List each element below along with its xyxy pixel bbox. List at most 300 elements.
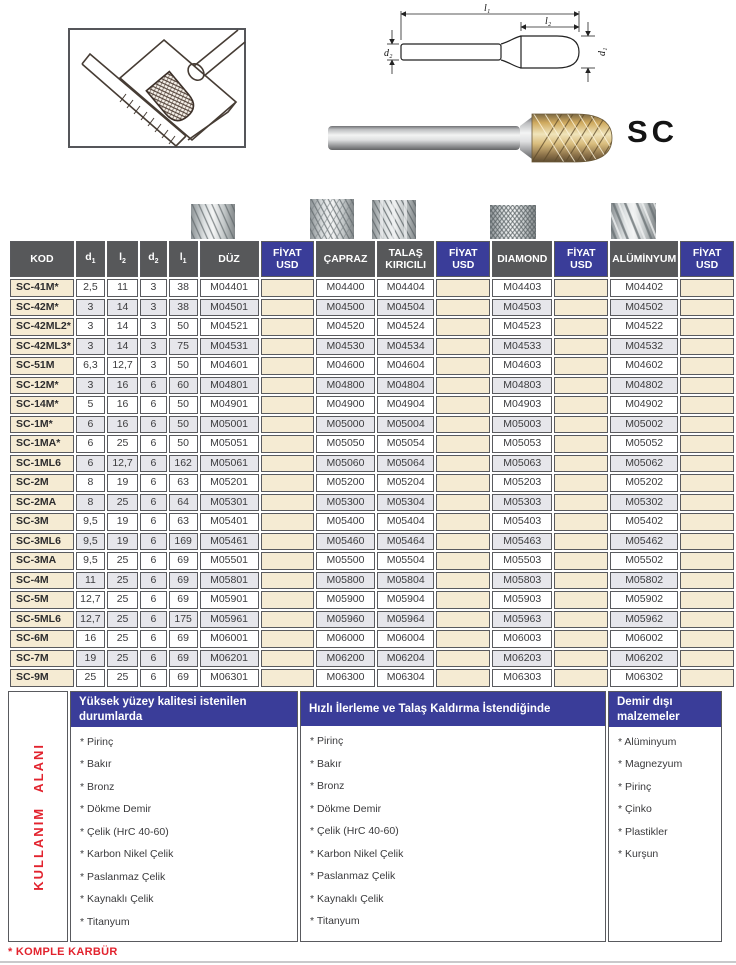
cell-fiyat4 [680, 416, 734, 434]
cell-fiyat3 [554, 279, 608, 297]
cell-diamond: M04603 [492, 357, 552, 375]
cell-d2: 6 [140, 572, 167, 590]
cell-aluminyum: M04522 [610, 318, 678, 336]
cell-diamond: M04503 [492, 299, 552, 317]
cell-d2: 6 [140, 396, 167, 414]
cell-capraz: M05400 [316, 513, 375, 531]
cell-fiyat4 [680, 474, 734, 492]
cell-fiyat2 [436, 299, 490, 317]
cell-d1: 25 [76, 669, 105, 687]
cell-fiyat4 [680, 455, 734, 473]
cell-talas: M05464 [377, 533, 435, 551]
column-header-talas: TALAŞ KIRICILI [377, 241, 435, 277]
table-row [10, 611, 734, 629]
cell-talas: M04524 [377, 318, 435, 336]
cell-l1: 50 [169, 416, 198, 434]
cell-kod: SC-2MA [10, 494, 74, 512]
cell-l2: 25 [107, 630, 138, 648]
dim-label-d2: d₂ [384, 48, 393, 59]
cell-capraz: M05000 [316, 416, 375, 434]
cell-fiyat3 [554, 494, 608, 512]
cell-l1: 64 [169, 494, 198, 512]
usage-item: * Titanyum [310, 915, 360, 927]
cell-duz: M04801 [200, 377, 259, 395]
cell-capraz: M05900 [316, 591, 375, 609]
cell-l2: 25 [107, 494, 138, 512]
cell-l1: 69 [169, 591, 198, 609]
usage-item: * Pirinç [310, 735, 344, 747]
cell-fiyat1 [261, 435, 315, 453]
cell-d1: 6,3 [76, 357, 105, 375]
cell-l1: 69 [169, 669, 198, 687]
cell-fiyat3 [554, 338, 608, 356]
cell-kod: SC-6M [10, 630, 74, 648]
cell-fiyat2 [436, 533, 490, 551]
usage-item: * Paslanmaz Çelik [80, 870, 166, 883]
cell-kod: SC-5M [10, 591, 74, 609]
table-row [10, 435, 734, 453]
cell-l1: 60 [169, 377, 198, 395]
cell-d2: 6 [140, 630, 167, 648]
usage-item: * Karbon Nikel Çelik [310, 847, 404, 860]
usage-item: * Bronz [310, 780, 345, 792]
table-header-row [10, 241, 734, 277]
dimension-diagram-image [383, 4, 618, 96]
cell-d1: 11 [76, 572, 105, 590]
cell-capraz: M04600 [316, 357, 375, 375]
cell-duz: M05001 [200, 416, 259, 434]
cell-duz: M04601 [200, 357, 259, 375]
column-header-fiyat1: FİYAT USD [261, 241, 315, 277]
aluminyum-burr-thumbnail-image [611, 203, 656, 239]
cell-fiyat2 [436, 650, 490, 668]
cell-l1: 75 [169, 338, 198, 356]
cell-fiyat4 [680, 552, 734, 570]
table-row [10, 533, 734, 551]
cell-talas: M05804 [377, 572, 435, 590]
cell-capraz: M04500 [316, 299, 375, 317]
cell-talas: M06204 [377, 650, 435, 668]
cell-aluminyum: M06002 [610, 630, 678, 648]
cell-d1: 6 [76, 416, 105, 434]
cell-fiyat3 [554, 377, 608, 395]
cell-fiyat4 [680, 396, 734, 414]
cell-l1: 50 [169, 318, 198, 336]
cell-fiyat2 [436, 669, 490, 687]
cell-fiyat4 [680, 357, 734, 375]
cell-talas: M04504 [377, 299, 435, 317]
cell-talas: M05304 [377, 494, 435, 512]
cell-duz: M05901 [200, 591, 259, 609]
cell-kod: SC-9M [10, 669, 74, 687]
cell-l2: 11 [107, 279, 138, 297]
cell-fiyat4 [680, 299, 734, 317]
cell-fiyat3 [554, 396, 608, 414]
cell-talas: M05504 [377, 552, 435, 570]
cell-fiyat4 [680, 377, 734, 395]
product-photo-image [318, 98, 628, 178]
cell-talas: M05404 [377, 513, 435, 531]
cell-kod: SC-4M [10, 572, 74, 590]
cell-l2: 12,7 [107, 455, 138, 473]
usage-item: * Çelik (HrC 40-60) [310, 825, 399, 837]
column-header-l2: $l_2$ [107, 241, 138, 277]
usage-item: * Kaynaklı Çelik [80, 893, 154, 906]
cell-fiyat1 [261, 474, 315, 492]
usage-item: * Alüminyum [618, 735, 677, 748]
cell-fiyat1 [261, 279, 315, 297]
cell-fiyat1 [261, 396, 315, 414]
cell-d2: 6 [140, 533, 167, 551]
cell-duz: M05461 [200, 533, 259, 551]
cell-fiyat4 [680, 318, 734, 336]
cell-diamond: M05053 [492, 435, 552, 453]
cell-fiyat4 [680, 650, 734, 668]
cell-l1: 50 [169, 396, 198, 414]
usage-side-label: KULLANIM ALANI [30, 742, 46, 891]
cell-fiyat4 [680, 669, 734, 687]
cell-fiyat2 [436, 377, 490, 395]
cell-capraz: M04800 [316, 377, 375, 395]
cell-d2: 6 [140, 474, 167, 492]
cell-talas: M05004 [377, 416, 435, 434]
cell-l2: 19 [107, 513, 138, 531]
cell-duz: M04501 [200, 299, 259, 317]
cell-aluminyum: M05052 [610, 435, 678, 453]
cell-d1: 6 [76, 455, 105, 473]
table-row [10, 455, 734, 473]
cell-fiyat1 [261, 318, 315, 336]
cell-capraz: M04520 [316, 318, 375, 336]
cell-kod: SC-5ML6 [10, 611, 74, 629]
cell-fiyat2 [436, 279, 490, 297]
cell-l2: 25 [107, 650, 138, 668]
cell-l2: 14 [107, 338, 138, 356]
usage-item-list [71, 736, 297, 929]
cell-kod: SC-1M* [10, 416, 74, 434]
cell-diamond: M06203 [492, 650, 552, 668]
cell-fiyat1 [261, 591, 315, 609]
series-code-label: SC [627, 114, 679, 149]
cell-duz: M04531 [200, 338, 259, 356]
cell-kod: SC-3MA [10, 552, 74, 570]
cell-fiyat2 [436, 318, 490, 336]
cell-fiyat4 [680, 611, 734, 629]
cell-duz: M05201 [200, 474, 259, 492]
cell-l1: 69 [169, 630, 198, 648]
cell-fiyat1 [261, 416, 315, 434]
cell-aluminyum: M05002 [610, 416, 678, 434]
cell-diamond: M05303 [492, 494, 552, 512]
cell-duz: M05961 [200, 611, 259, 629]
cell-d1: 12,7 [76, 591, 105, 609]
cell-fiyat2 [436, 611, 490, 629]
usage-item: * Bakır [310, 757, 342, 770]
cell-fiyat2 [436, 396, 490, 414]
cell-fiyat1 [261, 357, 315, 375]
usage-column-surface-quality [70, 691, 298, 942]
dim-label-l2: l₂ [545, 16, 552, 27]
cell-diamond: M04533 [492, 338, 552, 356]
table-row [10, 416, 734, 434]
cell-talas: M04804 [377, 377, 435, 395]
cell-kod: SC-1ML6 [10, 455, 74, 473]
cell-d2: 6 [140, 455, 167, 473]
cell-aluminyum: M05402 [610, 513, 678, 531]
column-header-l1: $l_1$ [169, 241, 198, 277]
cell-l2: 16 [107, 377, 138, 395]
cell-fiyat4 [680, 494, 734, 512]
cell-diamond: M04403 [492, 279, 552, 297]
cell-kod: SC-3ML6 [10, 533, 74, 551]
cell-aluminyum: M06302 [610, 669, 678, 687]
cell-capraz: M05300 [316, 494, 375, 512]
table-row [10, 338, 734, 356]
cell-capraz: M06300 [316, 669, 375, 687]
cell-fiyat4 [680, 630, 734, 648]
talas-kiricili-burr-thumbnail-image [372, 200, 416, 239]
cell-d1: 9,5 [76, 533, 105, 551]
column-header-d2: $d_2$ [140, 241, 167, 277]
usage-item: * Magnezyum [618, 758, 683, 771]
cell-duz: M06001 [200, 630, 259, 648]
cell-diamond: M05803 [492, 572, 552, 590]
cell-capraz: M04900 [316, 396, 375, 414]
cell-talas: M05054 [377, 435, 435, 453]
cell-d1: 16 [76, 630, 105, 648]
cell-fiyat3 [554, 669, 608, 687]
cell-duz: M06201 [200, 650, 259, 668]
cell-l2: 12,7 [107, 357, 138, 375]
cell-d2: 6 [140, 669, 167, 687]
cell-diamond: M05403 [492, 513, 552, 531]
footnote: * KOMPLE KARBÜR [8, 946, 118, 958]
cell-d2: 6 [140, 591, 167, 609]
cell-aluminyum: M04402 [610, 279, 678, 297]
cell-fiyat4 [680, 572, 734, 590]
cell-l1: 69 [169, 650, 198, 668]
cell-fiyat1 [261, 630, 315, 648]
cell-aluminyum: M05062 [610, 455, 678, 473]
cell-d2: 6 [140, 552, 167, 570]
cell-fiyat1 [261, 299, 315, 317]
cell-fiyat1 [261, 513, 315, 531]
cell-l1: 162 [169, 455, 198, 473]
usage-item: * Bronz [80, 780, 115, 793]
cell-l1: 50 [169, 435, 198, 453]
table-body [10, 279, 734, 687]
cell-diamond: M05203 [492, 474, 552, 492]
cell-aluminyum: M04802 [610, 377, 678, 395]
cell-l1: 175 [169, 611, 198, 629]
cell-fiyat1 [261, 338, 315, 356]
cell-capraz: M05500 [316, 552, 375, 570]
cell-d1: 3 [76, 299, 105, 317]
usage-item: * Bakır [80, 758, 112, 771]
table-row [10, 669, 734, 687]
cell-l2: 25 [107, 572, 138, 590]
cell-aluminyum: M04902 [610, 396, 678, 414]
cell-diamond: M06003 [492, 630, 552, 648]
cell-fiyat2 [436, 572, 490, 590]
cell-capraz: M05460 [316, 533, 375, 551]
cell-duz: M05401 [200, 513, 259, 531]
cell-fiyat4 [680, 279, 734, 297]
cell-talas: M04904 [377, 396, 435, 414]
table-row [10, 299, 734, 317]
usage-column-non-ferrous [608, 691, 722, 942]
usage-item: * Titanyum [80, 915, 130, 928]
cell-d2: 3 [140, 357, 167, 375]
cell-fiyat4 [680, 591, 734, 609]
cell-aluminyum: M04532 [610, 338, 678, 356]
cell-fiyat1 [261, 572, 315, 590]
cell-l1: 50 [169, 357, 198, 375]
cell-diamond: M04803 [492, 377, 552, 395]
cell-diamond: M06303 [492, 669, 552, 687]
usage-item: * Pirinç [618, 780, 652, 793]
column-header-aluminyum: ALÜMİNYUM [610, 241, 678, 277]
cell-fiyat1 [261, 533, 315, 551]
cell-talas: M06304 [377, 669, 435, 687]
cell-fiyat1 [261, 669, 315, 687]
duz-burr-thumbnail-image [191, 204, 235, 239]
cell-kod: SC-7M [10, 650, 74, 668]
cell-capraz: M05050 [316, 435, 375, 453]
cell-fiyat2 [436, 338, 490, 356]
cell-duz: M05051 [200, 435, 259, 453]
column-header-d1: $d_1$ [76, 241, 105, 277]
cell-fiyat1 [261, 552, 315, 570]
dim-label-d1: d₁ [597, 47, 608, 56]
cell-d1: 6 [76, 435, 105, 453]
cell-l2: 19 [107, 533, 138, 551]
cell-l1: 63 [169, 474, 198, 492]
cell-l2: 25 [107, 435, 138, 453]
cell-fiyat2 [436, 552, 490, 570]
cell-diamond: M05503 [492, 552, 552, 570]
cell-fiyat3 [554, 591, 608, 609]
cell-fiyat3 [554, 611, 608, 629]
cell-aluminyum: M05902 [610, 591, 678, 609]
cell-fiyat4 [680, 435, 734, 453]
cell-kod: SC-1MA* [10, 435, 74, 453]
cell-l2: 25 [107, 611, 138, 629]
cell-fiyat3 [554, 552, 608, 570]
cell-capraz: M05800 [316, 572, 375, 590]
cell-fiyat3 [554, 435, 608, 453]
cell-aluminyum: M05962 [610, 611, 678, 629]
table-row [10, 572, 734, 590]
cell-d1: 12,7 [76, 611, 105, 629]
cell-talas: M05904 [377, 591, 435, 609]
usage-column-fast-removal [300, 691, 606, 942]
usage-column-title: Yüksek yüzey kalitesi istenilen durumlarda [71, 692, 297, 727]
cell-d1: 3 [76, 338, 105, 356]
cell-l2: 14 [107, 299, 138, 317]
cell-duz: M05301 [200, 494, 259, 512]
cell-diamond: M04903 [492, 396, 552, 414]
cell-aluminyum: M05302 [610, 494, 678, 512]
cell-diamond: M04523 [492, 318, 552, 336]
cell-d2: 6 [140, 611, 167, 629]
cell-l2: 25 [107, 552, 138, 570]
usage-item: * Kurşun [618, 848, 659, 861]
cell-l1: 69 [169, 552, 198, 570]
cell-d2: 6 [140, 416, 167, 434]
usage-item: * Dökme Demir [310, 802, 382, 815]
cell-diamond: M05963 [492, 611, 552, 629]
cell-kod: SC-42M* [10, 299, 74, 317]
cell-d2: 3 [140, 299, 167, 317]
usage-column-title: Hızlı İlerleme ve Talaş Kaldırma İstendiğinde [301, 692, 605, 726]
cell-d1: 5 [76, 396, 105, 414]
cell-aluminyum: M05462 [610, 533, 678, 551]
cell-capraz: M05200 [316, 474, 375, 492]
cell-capraz: M04530 [316, 338, 375, 356]
cell-fiyat2 [436, 416, 490, 434]
column-header-fiyat4: FİYAT USD [680, 241, 734, 277]
table-row [10, 650, 734, 668]
cell-kod: SC-41M* [10, 279, 74, 297]
cell-kod: SC-12M* [10, 377, 74, 395]
cell-fiyat2 [436, 513, 490, 531]
cell-fiyat4 [680, 338, 734, 356]
dim-label-l1: l₁ [484, 4, 491, 14]
cell-fiyat3 [554, 533, 608, 551]
cell-l2: 16 [107, 396, 138, 414]
cell-talas: M04604 [377, 357, 435, 375]
cell-d2: 6 [140, 494, 167, 512]
table-row [10, 318, 734, 336]
cell-fiyat1 [261, 650, 315, 668]
cell-kod: SC-42ML3* [10, 338, 74, 356]
cell-capraz: M06200 [316, 650, 375, 668]
cell-fiyat3 [554, 299, 608, 317]
cell-d2: 3 [140, 338, 167, 356]
cell-capraz: M06000 [316, 630, 375, 648]
cell-diamond: M05903 [492, 591, 552, 609]
cell-duz: M05061 [200, 455, 259, 473]
cell-fiyat3 [554, 318, 608, 336]
cell-fiyat2 [436, 591, 490, 609]
cell-capraz: M05960 [316, 611, 375, 629]
cell-capraz: M04400 [316, 279, 375, 297]
cell-duz: M05801 [200, 572, 259, 590]
usage-item: * Çinko [618, 803, 652, 816]
cell-talas: M04534 [377, 338, 435, 356]
cell-l1: 63 [169, 513, 198, 531]
table-row [10, 357, 734, 375]
cell-l2: 14 [107, 318, 138, 336]
cell-fiyat3 [554, 630, 608, 648]
cell-aluminyum: M04602 [610, 357, 678, 375]
cell-d1: 3 [76, 377, 105, 395]
cell-aluminyum: M05202 [610, 474, 678, 492]
table-row [10, 630, 734, 648]
cell-talas: M04404 [377, 279, 435, 297]
cell-d1: 8 [76, 494, 105, 512]
cell-kod: SC-14M* [10, 396, 74, 414]
cell-l1: 169 [169, 533, 198, 551]
cell-fiyat3 [554, 513, 608, 531]
cell-fiyat4 [680, 533, 734, 551]
usage-item: * Plastikler [618, 825, 668, 838]
cell-fiyat2 [436, 474, 490, 492]
cell-fiyat4 [680, 513, 734, 531]
table-row [10, 474, 734, 492]
cell-fiyat3 [554, 357, 608, 375]
